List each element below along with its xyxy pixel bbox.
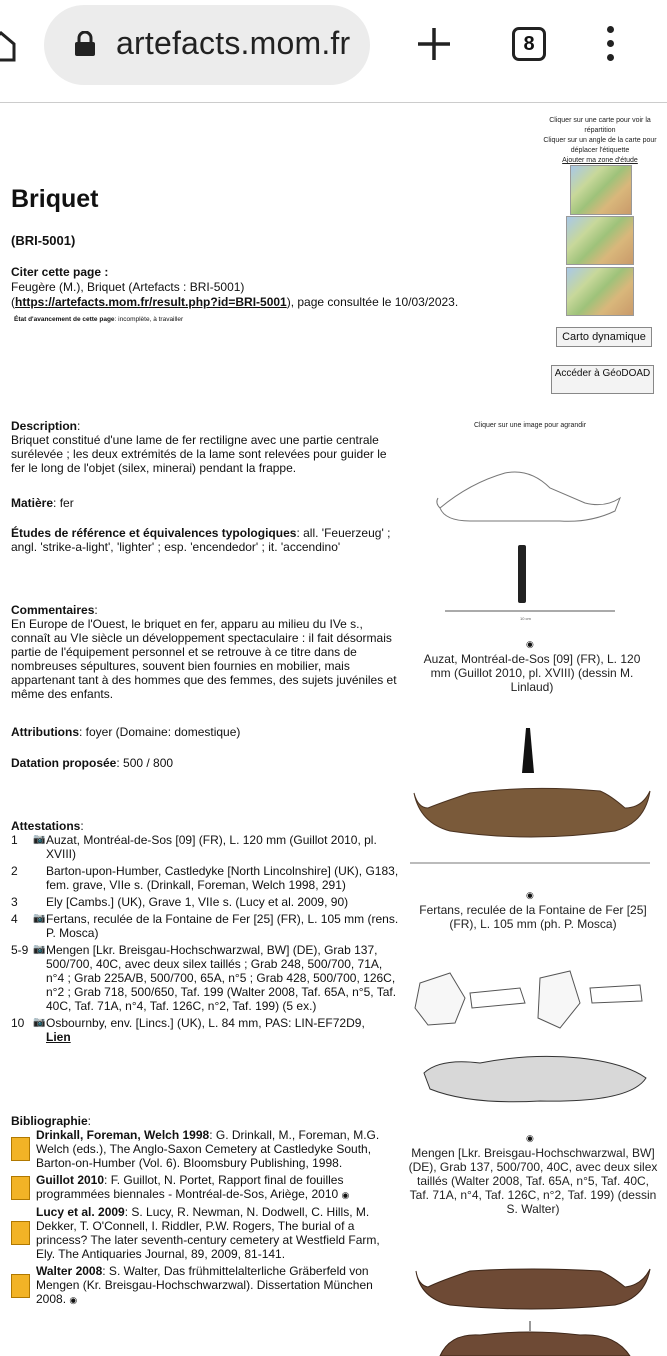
eye-icon[interactable]: ◉	[526, 639, 534, 649]
list-item	[11, 1264, 401, 1307]
object-code: (BRI-5001)	[11, 233, 76, 248]
book-icon[interactable]	[11, 1137, 30, 1161]
datation-section	[11, 756, 401, 770]
distribution-map-3[interactable]	[566, 267, 634, 316]
camera-icon[interactable]: 📷	[33, 1017, 46, 1028]
distribution-map-1[interactable]	[570, 165, 632, 215]
bib-text: : S. Walter, Das frühmittelalterliche Gräberfeld von Mengen (Kr. Breisgau-Hochschwarzwal). Dissertation München 2008.	[36, 1264, 373, 1306]
item-number: 3	[11, 895, 18, 909]
more-menu-icon[interactable]	[603, 26, 617, 66]
book-icon[interactable]	[11, 1221, 30, 1245]
bibliographie-section: Bibliographie: Drinkall, Foreman, Welch 1998: G. Drinkall, M., Foreman, M.G. Welch (eds.), The Anglo-Saxon Cemetery at Castledyke South, Barton-on-Humber (Vol. 6). Bloomsbury Publishing, 1998. Guillot 2010: F. Guillot, N. Portet, Rapport final de fouilles programmées biennales - Montréal-de-Sos, Ariège, 2010 ◉ Lucy et al. 2009: S. Lucy, R. Newman, N. Dodwell, C. Hills, M. Dekker, T. O'Connell, I. Riddler, P.W. Rogers, The burial of a princess? The later seventh-century cemetery at Westfield Farm, Ely. The Antiquaries Journal, 89, 2009, 81-141. Walter 2008: S. Walter, Das frühmittelalterliche Gräberfeld von Mengen (Kr. Breisgau-Hochschwarzwal). Dissertation München 2008. ◉	[11, 1114, 401, 1310]
etudes-section	[11, 526, 401, 554]
map-help-line2: Cliquer sur un angle de la carte pour déplacer l'étiquette	[543, 137, 657, 154]
bib-author: Drinkall, Foreman, Welch 1998	[36, 1128, 210, 1142]
carto-dynamique-button[interactable]: Carto dynamique	[556, 327, 652, 347]
item-text: Fertans, reculée de la Fontaine de Fer [25] (FR), L. 105 mm (rens. P. Mosca)	[46, 912, 399, 940]
browser-toolbar	[0, 0, 667, 103]
image-help: Cliquer sur une image pour agrandir	[473, 422, 587, 429]
cite-label: Citer cette page :	[11, 265, 109, 279]
eye-icon[interactable]: ◉	[341, 1190, 350, 1200]
camera-icon-slot	[33, 895, 46, 909]
camera-icon[interactable]: 📷	[33, 834, 46, 845]
item-text: Ely [Cambs.] (UK), Grave 1, VIIe s. (Lucy et al. 2009, 90)	[46, 895, 349, 909]
book-icon[interactable]	[11, 1176, 30, 1200]
commentaires-text: En Europe de l'Ouest, le briquet en fer, apparu au milieu du IVe s., connaît au VIe siècle un développement spectaculaire : il fait désormais partie de l'équipement personnel et se retrouve à ce titre dans de nombreuses sépultures, souvent bien fournies en mobilier, mais appartenant tant à des hommes que des femmes, des sujets juvéniles et même des enfants.	[11, 617, 397, 701]
item-number: 5-9	[11, 943, 29, 957]
item-number: 4	[11, 912, 18, 926]
list-item	[11, 895, 401, 909]
lien-link[interactable]: Lien	[46, 1030, 71, 1044]
item-text-main: Osbournby, env. [Lincs.] (UK), L. 84 mm, PAS: LIN-EF72D9,	[46, 1016, 365, 1030]
page-status	[14, 316, 183, 323]
list-item	[11, 912, 401, 940]
drawing-image-1[interactable]	[410, 463, 650, 623]
list-item	[11, 1128, 401, 1170]
cite-open: (	[11, 295, 15, 309]
eye-icon[interactable]: ◉	[526, 890, 534, 900]
item-text: Barton-upon-Humber, Castledyke [North Lincolnshire] (UK), G183, fem. grave, VIIe s. (Drinkall, Foreman, Welch 1998, 291)	[46, 864, 399, 892]
image-caption-1: Auzat, Montréal-de-Sos [09] (FR), L. 120 mm (Guillot 2010, pl. XVIII) (dessin M. Linlaud)	[423, 652, 641, 694]
commentaires-section: Commentaires: En Europe de l'Ouest, le briquet en fer, apparu au milieu du IVe s., connaît au VIe siècle un développement spectaculaire : il fait désormais partie de l'équipement personnel et se retrouve à ce titre dans de nombreuses sépultures, souvent bien fournies en mobilier, mais appartenant tant à des hommes que des femmes, des sujets juvéniles et même des enfants.	[11, 603, 397, 701]
list-item	[11, 1016, 401, 1044]
bib-text: : G. Drinkall, M., Foreman, M.G. Welch (eds.), The Anglo-Saxon Cemetery at Castledyke South, Barton-on-Humber (Vol. 6). Bloomsbury Publishing, 1998.	[36, 1128, 380, 1170]
image-caption-2: Fertans, reculée de la Fontaine de Fer [25] (FR), L. 105 mm (ph. P. Mosca)	[419, 903, 647, 931]
image-caption-3: Mengen [Lkr. Breisgau-Hochschwarzwal, BW] (DE), Grab 137, 500/700, 40C, avec deux silex taillés (Walter 2008, Taf. 65A, n°5, Taf. 40C, Taf. 71A, n°4, Taf. 126C, n°2, Taf. 199) (dessin S. Walter)	[408, 1146, 658, 1216]
bib-text: : F. Guillot, N. Portet, Rapport final de fouilles programmées biennales - Montréal-de-Sos, Ariège, 2010	[36, 1173, 344, 1201]
item-number: 10	[11, 1016, 25, 1030]
description-section: Description: Briquet constitué d'une lame de fer rectiligne avec une partie centrale surélevée ; les deux extrémités de la lame sont relevées pour guider le fer le long de l'objet (silex, minerai) pendant la frappe.	[11, 419, 387, 475]
eye-icon[interactable]: ◉	[69, 1295, 78, 1305]
cite-line1: Feugère (M.), Briquet (Artefacts : BRI-5001)	[11, 280, 245, 294]
status-label: État d'avancement de cette page	[14, 316, 115, 323]
etudes-value: : all. 'Feuerzeug' ; angl. 'strike-a-light', 'lighter' ; esp. 'encendedor' ; it. 'accendino'	[11, 526, 391, 554]
page-content	[0, 103, 667, 1356]
cite-rest: ), page consultée le 10/03/2023.	[286, 295, 459, 309]
photo-image-2[interactable]	[410, 723, 656, 873]
list-item	[11, 864, 401, 892]
map-help	[542, 116, 658, 166]
eye-icon[interactable]: ◉	[526, 1133, 534, 1143]
address-bar[interactable]	[44, 5, 370, 85]
camera-icon-slot	[33, 864, 46, 892]
map-help-line1: Cliquer sur une carte pour voir la répartition	[549, 117, 651, 134]
item-text: Auzat, Montréal-de-Sos [09] (FR), L. 120 mm (Guillot 2010, pl. XVIII)	[46, 833, 377, 861]
item-text	[46, 1016, 401, 1044]
book-icon[interactable]	[11, 1274, 30, 1298]
page-title: Briquet	[11, 185, 99, 213]
attributions-label: Attributions	[11, 725, 79, 739]
commentaires-label: Commentaires	[11, 603, 95, 617]
datation-value: : 500 / 800	[116, 756, 174, 770]
bib-author: Lucy et al. 2009	[36, 1205, 125, 1219]
bib-text: : S. Lucy, R. Newman, N. Dodwell, C. Hills, M. Dekker, T. O'Connell, I. Riddler, P.W. Rogers, The burial of a princess? The later seventh-century cemetery at Westfield Farm, Ely. The Antiquaries Journal, 89, 2009, 81-141.	[36, 1205, 380, 1261]
attributions-value: : foyer (Domaine: domestique)	[79, 725, 241, 739]
lock-icon[interactable]	[74, 31, 96, 57]
matiere-label: Matière	[11, 496, 54, 510]
citation-block	[11, 265, 531, 310]
geodoad-button[interactable]: Accéder à GéoDOAD	[551, 365, 654, 394]
camera-icon[interactable]: 📷	[33, 944, 46, 955]
bibliographie-label: Bibliographie	[11, 1114, 88, 1128]
attestations-label: Attestations	[11, 819, 81, 833]
matiere-section	[11, 496, 401, 510]
bib-author: Guillot 2010	[36, 1173, 105, 1187]
plus-icon[interactable]	[414, 24, 454, 64]
list-item	[11, 943, 401, 1013]
bib-author: Walter 2008	[36, 1264, 103, 1278]
matiere-value: : fer	[53, 496, 74, 510]
item-text: Mengen [Lkr. Breisgau-Hochschwarzwal, BW] (DE), Grab 137, 500/700, 40C, avec deux silex taillés ; Grab 248, 500/700, 71A, n°4 ; Grab 225A/B, 500/700, 65A, n°5 ; Grab 428, 500/700, 126C, n°2 ; Grab 718, 500/650, Taf. 199 (Walter 2008, Taf. 65A, n°5, Taf. 40C, Taf. 71A, n°4, Taf. 126C, n°2, Taf. 199) (5 ex.)	[46, 943, 397, 1013]
scale-label: 10 cm	[520, 616, 531, 621]
list-item	[11, 1205, 401, 1261]
url-text[interactable]: artefacts.mom.fr	[116, 25, 351, 61]
home-icon[interactable]	[0, 30, 16, 62]
attributions-section	[11, 725, 401, 739]
list-item	[11, 1173, 401, 1202]
distribution-map-2[interactable]	[566, 216, 634, 265]
drawing-image-3[interactable]	[410, 963, 656, 1128]
etudes-label: Études de référence et équivalences typologiques	[11, 526, 297, 540]
add-study-zone-link[interactable]: Ajouter ma zone d'étude	[562, 157, 638, 164]
list-item	[11, 833, 401, 861]
attestations-section: Attestations: 1 📷 Auzat, Montréal-de-Sos [09] (FR), L. 120 mm (Guillot 2010, pl. XVIII) 2 Barton-upon-Humber, Castledyke [North Lincolnshire] (UK), G183, fem. grave, VIIe s. (Drinkall, Foreman, Welch 1998, 291) 3 Ely [Cambs.] (UK), Grave 1, VIIe s. (Lucy et al. 2009, 90) 4 📷 Fertans, reculée de la Fontaine de Fer [25] (FR), L. 105 mm (rens. P. Mosca) 5-9 📷 Mengen [Lkr. Breisgau-Hochschwarzwal, BW] (DE), Grab 137, 500/700, 40C, avec deux silex taillés ; Grab 248, 500/700, 71A, n°4 ; Grab 225A/B, 500/700, 65A, n°5 ; Grab 428, 500/700, 126C, n°2 ; Grab 718, 500/650, Taf. 199 (Walter 2008, Taf. 65A, n°5, Taf. 40C, Taf. 71A, n°4, Taf. 126C, n°2, Taf. 199) (5 ex.) 10 📷 Osbournby, env. [Lincs.] (UK), L. 84 mm, PAS: LIN-EF72D9, Lien	[11, 819, 401, 1047]
description-label: Description	[11, 419, 78, 433]
status-value: : incomplète, à travailler	[114, 316, 184, 323]
item-number: 1	[11, 833, 18, 847]
item-number: 2	[11, 864, 18, 878]
datation-label: Datation proposée	[11, 756, 117, 770]
tab-switcher-button[interactable]	[512, 27, 546, 61]
camera-icon[interactable]: 📷	[33, 913, 46, 924]
cite-link[interactable]: https://artefacts.mom.fr/result.php?id=BRI-5001	[15, 295, 287, 309]
photo-image-4[interactable]	[410, 1253, 656, 1356]
description-text: Briquet constitué d'une lame de fer rectiligne avec une partie centrale surélevée ; les deux extrémités de la lame sont relevées pour guider le fer le long de l'objet (silex, minerai) pendant la frappe.	[11, 433, 387, 475]
tab-count: 8	[523, 33, 535, 55]
